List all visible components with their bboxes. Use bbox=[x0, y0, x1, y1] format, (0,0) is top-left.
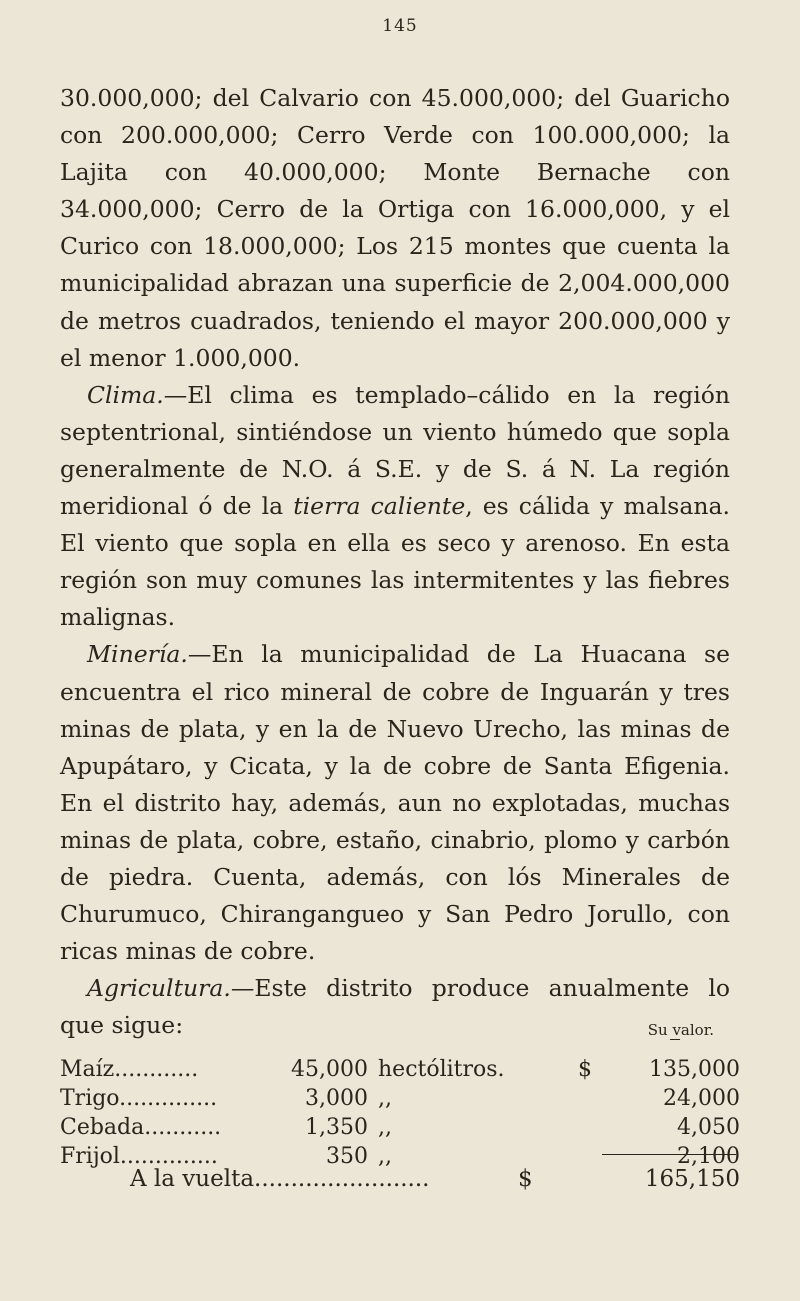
table-row bbox=[60, 1084, 740, 1113]
mineria-text: —En la municipalidad de La Huacana se encuentra el rico mineral de cobre de Inguarán y tres minas de plata, y en la de Nuevo Urecho, las minas de Apupátaro, y Cicata, y la de cobre de Santa Efigenia. En el distrito hay, además, aun no explotadas, muchas minas de plata, cobre, estaño, cinabrio, plomo y carbón de piedra. Cuenta, además, con lós Minerales de Churumuco, Chirangangueo y San Pedro Jorullo, con ricas minas de cobre. bbox=[60, 640, 730, 966]
crop-quantity: 3,000 bbox=[305, 1086, 368, 1111]
heading-clima: Clima. bbox=[87, 380, 164, 409]
crop-name: Frijol.............. bbox=[60, 1144, 218, 1169]
crop-unit: ,, bbox=[378, 1115, 392, 1140]
crop-name: Trigo.............. bbox=[60, 1086, 218, 1111]
total-currency-sign: $ bbox=[518, 1166, 533, 1192]
crop-quantity: 1,350 bbox=[305, 1115, 368, 1140]
paragraph-clima bbox=[60, 377, 730, 637]
agricultura-text: —Este distrito produce anualmente lo que sigue: bbox=[60, 974, 730, 1040]
crop-value: 2,100 bbox=[677, 1144, 740, 1169]
crop-unit: ,, bbox=[378, 1086, 392, 1111]
crop-quantity: 350 bbox=[326, 1144, 368, 1169]
total-label: A la vuelta........................ bbox=[130, 1166, 430, 1192]
page-number: 145 bbox=[382, 16, 418, 36]
paragraph-montes: 30.000,000; del Calvario con 45.000,000; del Guaricho con 200.000,000; Cerro Verde con 100.000,000; la Lajita con 40.000,000; Monte Bernache con 34.000,000; Cerro de la Ortiga con 16.000,000, y el Curico con 18.000,000; Los 215 montes que cuenta la municipalidad abrazan una superficie de 2,004.000,000 de metros cuadrados, teniendo el mayor 200.000,000 y el menor 1.000,000. bbox=[60, 84, 730, 372]
heading-mineria: Minería. bbox=[87, 640, 188, 669]
total-value: 165,150 bbox=[644, 1166, 740, 1192]
header-dash bbox=[670, 1039, 680, 1040]
value-column-header: Su valor. bbox=[647, 1021, 714, 1039]
crop-name: Maíz............ bbox=[60, 1057, 199, 1082]
total-divider bbox=[602, 1154, 736, 1155]
paragraph-agricultura bbox=[60, 970, 730, 1044]
crop-value: 24,000 bbox=[663, 1086, 740, 1111]
clima-text: —El clima es templado–cálido en la región septentrional, sintiéndose un viento húmedo que sopla generalmente de N.O. á S.E. y de S. á N. La región meridional ó de la bbox=[60, 380, 730, 521]
body-text bbox=[60, 80, 730, 1044]
crop-quantity: 45,000 bbox=[291, 1057, 368, 1082]
crop-value: 4,050 bbox=[677, 1115, 740, 1140]
table-row bbox=[60, 1113, 740, 1142]
total-row bbox=[60, 1164, 740, 1194]
heading-agricultura: Agricultura. bbox=[87, 974, 231, 1003]
crop-value: 135,000 bbox=[649, 1057, 740, 1082]
paragraph-mineria bbox=[60, 636, 730, 970]
crop-unit: ,, bbox=[378, 1144, 392, 1169]
clima-italic: tierra caliente bbox=[293, 492, 466, 521]
crop-unit: hectólitros. bbox=[378, 1057, 505, 1082]
currency-sign: $ bbox=[578, 1057, 592, 1082]
table-row bbox=[60, 1055, 740, 1084]
clima-text-2: , es cálida y malsana. El viento que sopla en ella es seco y arenoso. En esta región son muy comunes las intermitentes y las fiebres malignas. bbox=[60, 492, 730, 632]
crop-name: Cebada........... bbox=[60, 1115, 222, 1140]
